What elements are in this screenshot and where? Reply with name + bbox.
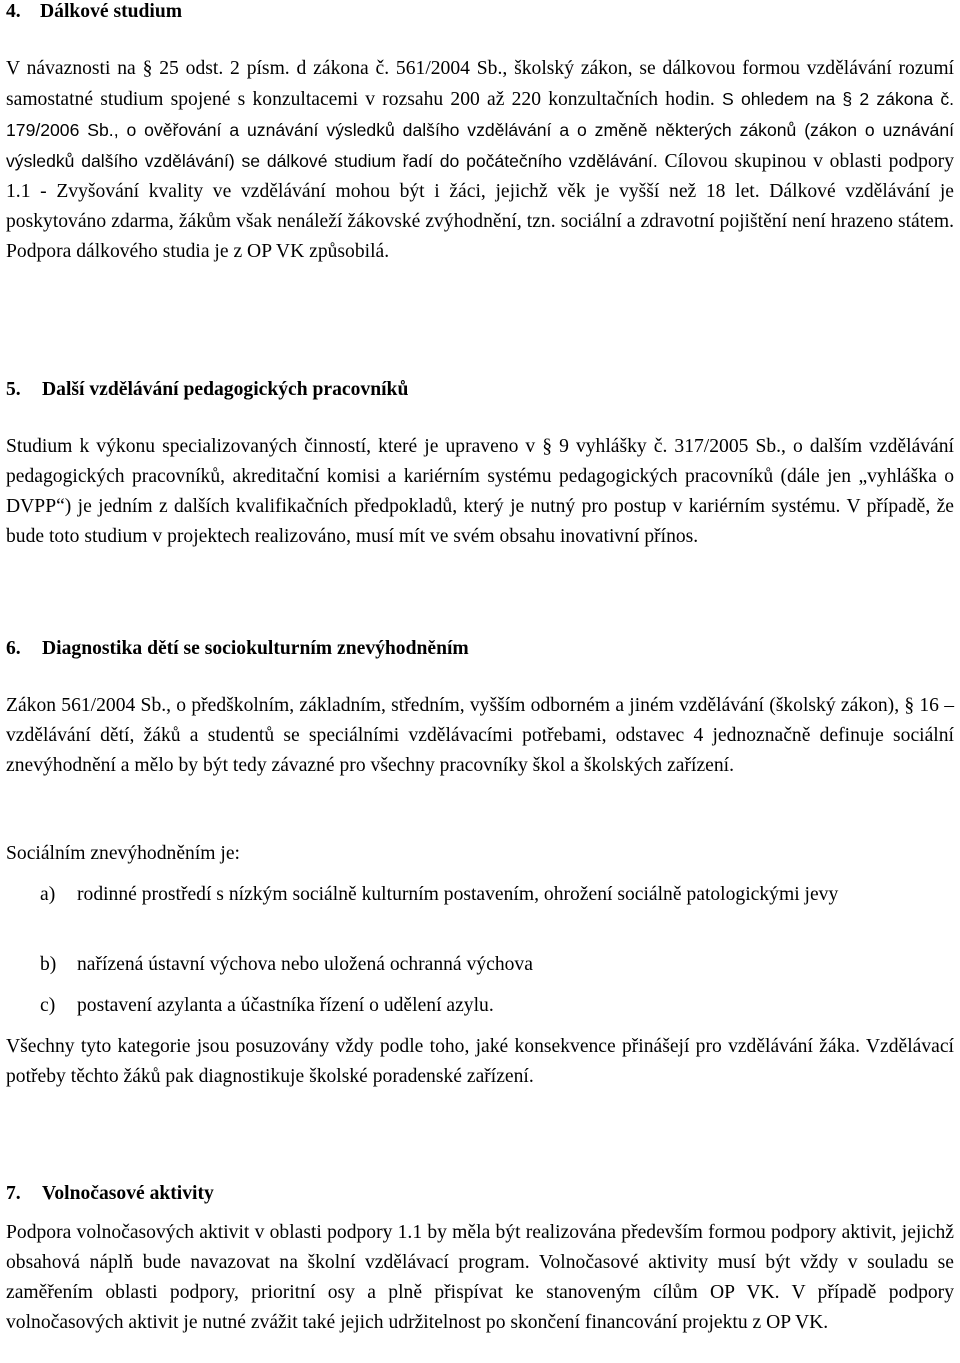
section-6-closing: Všechny tyto kategorie jsou posuzovány vždy podle toho, jaké konsekvence přinášejí pro vzdělávání žáka. Vzdělávací potřeby těchto žáků pak diagnostikuje školské poradenské zařízení.	[6, 1036, 954, 1087]
section-title: Dálkové studium	[40, 1, 183, 22]
section-6-body	[6, 691, 954, 781]
section-6-closing-block	[6, 1032, 954, 1092]
section-6-list-b	[6, 950, 954, 980]
list-text: rodinné prostředí s nízkým sociálně kulturním postavením, ohrožení sociálně patologickými jevy	[77, 884, 839, 905]
list-marker: c)	[40, 995, 56, 1016]
section-title: Diagnostika dětí se sociokulturním znevýhodněním	[42, 638, 469, 659]
section-title: Další vzdělávání pedagogických pracovníků	[42, 379, 409, 400]
section-6-list-c	[6, 991, 954, 1021]
section-7	[6, 1179, 954, 1209]
paragraph-text-part4: Cílovou skupinou v oblasti podpory 1.1 - Zvyšování kvality ve vzdělávání mohou být i žáci, jejichž věk je vyšší než 18 let. Dálkové vzdělávání je poskytováno zdarma, žákům však nenáleží žákovské zvýhodnění, tzn. sociální a zdravotní pojištění není hrazeno státem. Podpora dálkového studia je z OP VK způsobilá.	[6, 151, 954, 262]
section-6	[6, 634, 954, 664]
list-marker: b)	[40, 954, 57, 975]
section-7-heading	[6, 1179, 954, 1209]
section-number: 5.	[6, 379, 21, 400]
section-number: 6.	[6, 638, 21, 659]
section-title: Volnočasové aktivity	[42, 1183, 214, 1204]
section-4-paragraph	[6, 54, 954, 267]
section-number: 7.	[6, 1183, 21, 1204]
section-5-heading	[6, 375, 954, 405]
section-5-body	[6, 432, 954, 552]
paragraph-text-part3: , o ověřování a uznávání výsledků dalšího vzdělávání a o změně některých zákonů (zákon o uznávání výsledků dalšího vzdělávání) se dálkové studium řadí do počátečního vzdělávání.	[6, 120, 954, 171]
paragraph-text-part2: S ohledem na § 2 zákona č. 179/2006 Sb.	[6, 89, 954, 140]
list-item	[6, 880, 954, 910]
section-5	[6, 375, 954, 405]
section-6-paragraph: Zákon 561/2004 Sb., o předškolním, základním, středním, vyšším odborném a jiném vzdělávání (školský zákon), § 16 – vzdělávání dětí, žáků a studentů se speciálními vzdělávacími potřebami, odstavec 4 jednoznačně definuje sociální znevýhodnění a mělo by být tedy závazné pro všechny pracovníky škol a školských zařízení.	[6, 695, 954, 776]
list-marker: a)	[40, 884, 56, 905]
list-text: nařízená ústavní výchova nebo uložená ochranná výchova	[77, 954, 533, 975]
paragraph-text-part1: V návaznosti na § 25 odst. 2 písm. d zákona č. 561/2004 Sb., školský zákon, se dálkovou formou vzdělávání rozumí samostatné studium spojené s konzultacemi v rozsahu 200 až 220 konzultačních hodin.	[6, 58, 954, 110]
section-6-heading	[6, 634, 954, 664]
section-number: 4.	[6, 1, 21, 22]
section-4-body	[6, 54, 954, 267]
list-item	[6, 950, 954, 980]
section-7-paragraph: Podpora volnočasových aktivit v oblasti podpory 1.1 by měla být realizována především formou podpory aktivit, jejichž obsahová náplň bude navazovat na školní vzdělávací program. Volnočasové aktivity musí být vždy v souladu se zaměřením oblasti podpory, prioritní osy a plně přispívat ke stanoveným cílům OP VK. V případě podpory volnočasových aktivit je nutné zvážit také jejich udržitelnost po skončení financování projektu z OP VK.	[6, 1222, 954, 1333]
list-item	[6, 991, 954, 1021]
list-text: postavení azylanta a účastníka řízení o udělení azylu.	[77, 995, 494, 1016]
section-6-list	[6, 880, 954, 910]
section-5-paragraph: Studium k výkonu specializovaných činností, které je upraveno v § 9 vyhlášky č. 317/2005 Sb., o dalším vzdělávání pedagogických pracovníků, akreditační komisi a kariérním systému pedagogických pracovníků (dále jen „vyhláška o DVPP“) je jedním z dalších kvalifikačních předpokladů, který je nutný pro postup v kariérním systému. V případě, že bude toto studium v projektech realizováno, musí mít ve svém obsahu inovativní přínos.	[6, 436, 954, 547]
section-4-heading	[6, 0, 954, 27]
section-7-body	[6, 1218, 954, 1338]
list-intro: Sociálním znevýhodněním je:	[6, 843, 240, 864]
section-4	[6, 0, 954, 27]
section-6-list-intro-block	[6, 839, 954, 869]
